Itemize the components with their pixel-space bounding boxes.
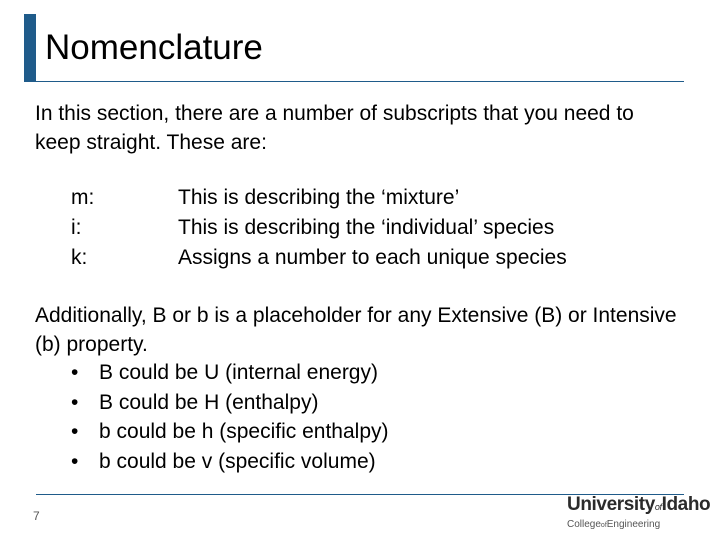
list-item bbox=[71, 417, 389, 447]
definition-text: Assigns a number to each unique species bbox=[178, 246, 567, 269]
definition-text: This is describing the ‘mixture’ bbox=[178, 186, 460, 209]
bullet-text: b could be h (specific enthalpy) bbox=[99, 420, 389, 443]
definition-symbol: i: bbox=[71, 216, 82, 239]
university-logo bbox=[567, 494, 717, 534]
intro-paragraph: In this section, there are a number of subscripts that you need to keep straight. These are: bbox=[35, 102, 634, 154]
bullet-text: b could be v (specific volume) bbox=[99, 449, 376, 473]
bullet-icon: • bbox=[71, 390, 79, 414]
slide-title: Nomenclature bbox=[45, 28, 263, 67]
bullet-icon: • bbox=[71, 449, 79, 473]
list-item bbox=[71, 358, 389, 388]
bullet-icon: • bbox=[71, 361, 79, 384]
bullet-text: B could be U (internal energy) bbox=[99, 361, 378, 384]
logo-college-line: CollegeofEngineering bbox=[567, 519, 661, 530]
bullet-icon: • bbox=[71, 420, 79, 443]
list-item bbox=[71, 388, 389, 418]
definition-row bbox=[71, 213, 567, 243]
definition-row bbox=[71, 183, 567, 213]
subscript-definitions bbox=[71, 183, 567, 273]
bullet-text: B could be H (enthalpy) bbox=[99, 390, 319, 414]
page-number: 7 bbox=[33, 509, 40, 523]
list-item bbox=[71, 447, 389, 477]
definition-symbol: m: bbox=[71, 186, 95, 209]
definition-symbol: k: bbox=[71, 246, 88, 269]
additional-paragraph: Additionally, B or b is a placeholder for any Extensive (B) or Intensive (b) property. bbox=[35, 304, 677, 356]
title-divider bbox=[36, 81, 684, 82]
logo-university-line: UniversityofIdaho bbox=[567, 494, 711, 515]
definition-row bbox=[71, 243, 567, 273]
property-bullet-list bbox=[71, 358, 389, 476]
title-accent-bar bbox=[24, 14, 36, 82]
definition-text: This is describing the ‘individual’ species bbox=[178, 216, 555, 239]
